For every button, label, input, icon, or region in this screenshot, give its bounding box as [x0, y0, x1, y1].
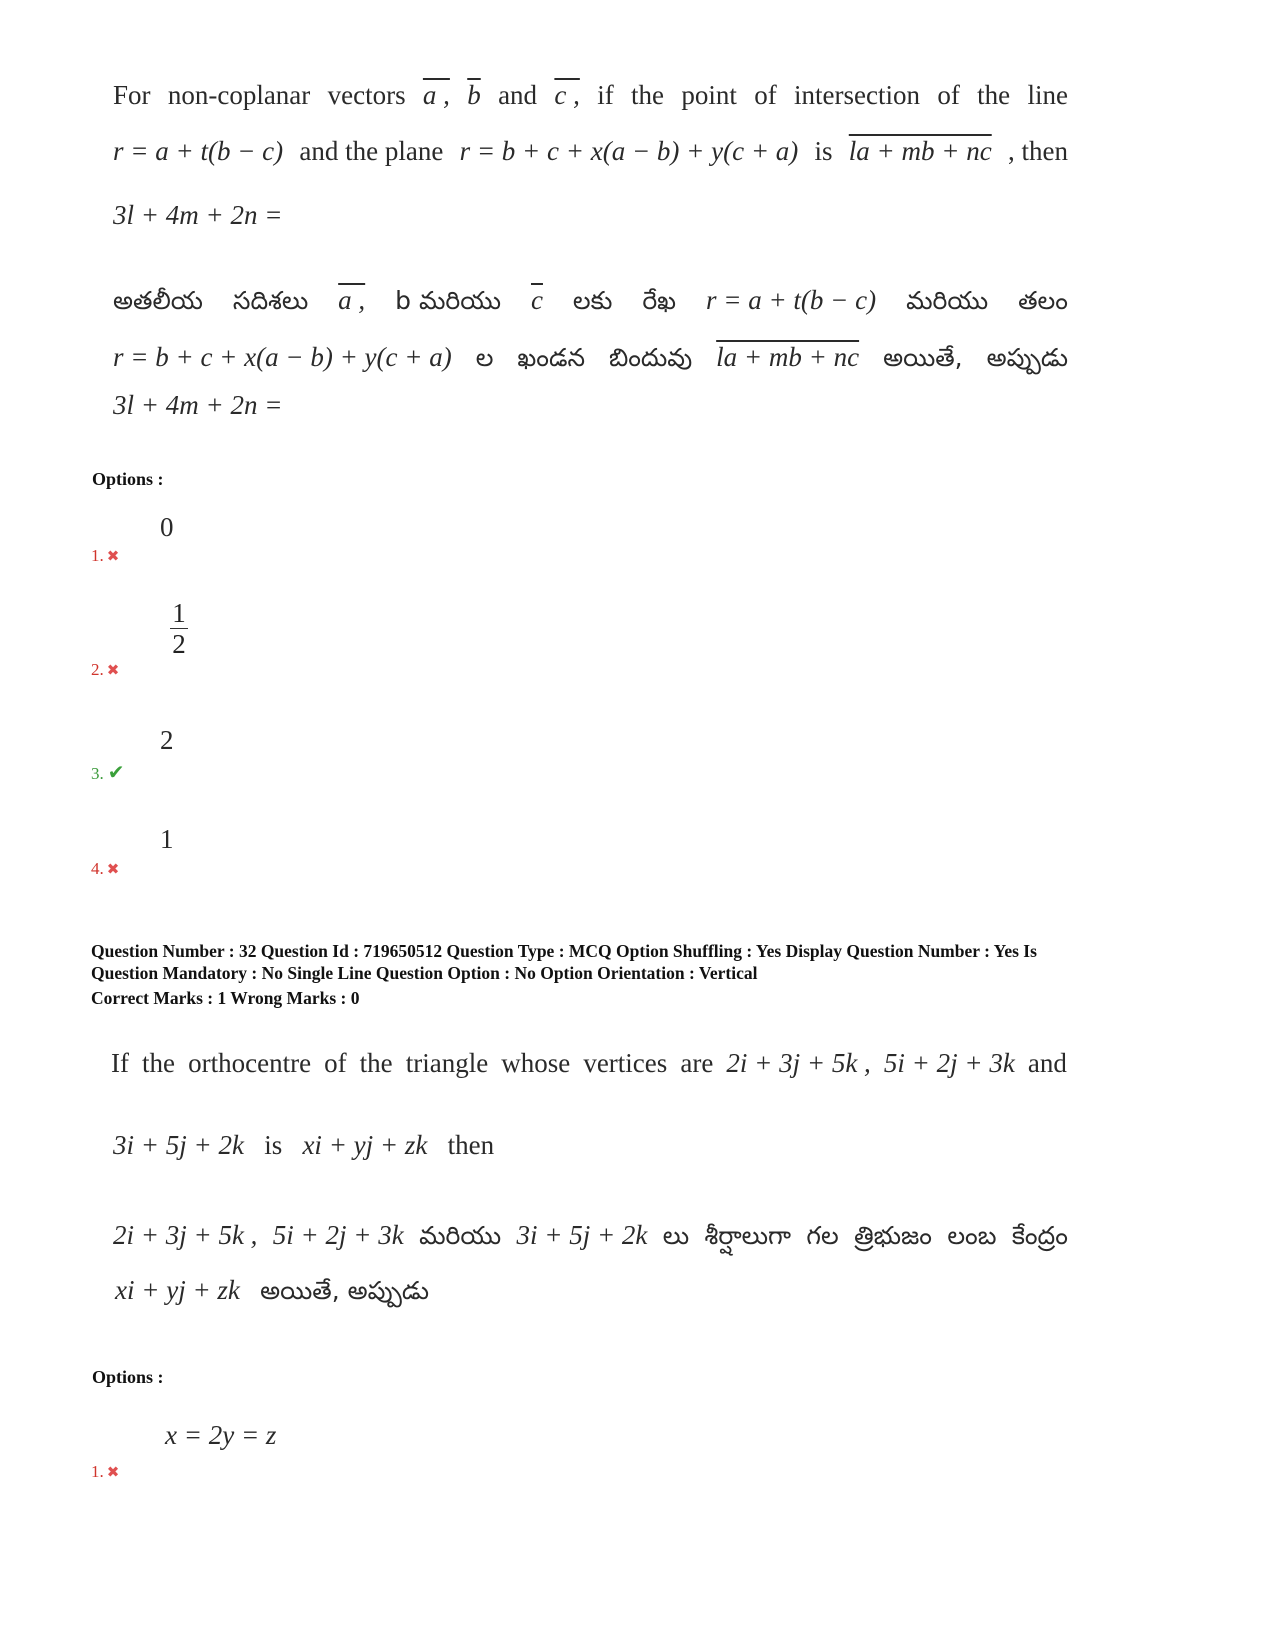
q32-en-line1	[111, 1048, 1067, 1079]
word: the	[977, 80, 1011, 110]
point-expression: la + mb + nc	[716, 342, 860, 372]
cross-mark-icon: ✖	[106, 860, 120, 878]
word: vertices	[583, 1048, 668, 1078]
vector-c: $\overline{c}$	[530, 285, 543, 315]
word: orthocentre	[188, 1048, 312, 1078]
telugu-word: తలం	[1018, 286, 1068, 315]
telugu-word: మరియు	[419, 1221, 502, 1250]
option-1-value: x = 2y = z	[165, 1420, 277, 1450]
telugu-word: ల	[475, 343, 494, 372]
text-is: is	[814, 136, 833, 166]
telugu-word: గల	[806, 1221, 839, 1250]
q32-en-line2	[113, 1130, 494, 1161]
text-is: is	[264, 1130, 283, 1160]
vector-c: c ,	[554, 80, 580, 110]
word: non-coplanar	[167, 80, 311, 110]
telugu-word: అయితే,	[883, 343, 963, 372]
q31-en-line1	[113, 80, 1068, 111]
q32-te-line1	[113, 1220, 1068, 1257]
vector-b: $\overline{b}$	[467, 80, 481, 110]
vector-a: a ,	[338, 285, 366, 315]
word: of	[754, 80, 777, 110]
telugu-word: లంబ	[947, 1221, 997, 1250]
option-3[interactable]	[91, 760, 125, 784]
fraction-denominator: 2	[172, 629, 186, 659]
word: intersection	[794, 80, 920, 110]
text-and-the-plane: and the plane	[299, 136, 444, 166]
word: For	[113, 80, 151, 110]
cross-mark-icon: ✖	[106, 661, 120, 679]
vertex-3: 3i + 5j + 2k	[113, 1130, 244, 1160]
options-label: Options :	[92, 469, 164, 489]
orthocentre-expression: xi + yj + zk	[302, 1130, 428, 1160]
q31-en-line2	[113, 136, 1068, 167]
cross-mark-icon: ✖	[106, 1463, 120, 1481]
vertex-1: 2i + 3j + 5k ,	[726, 1048, 871, 1078]
telugu-word: అయితే, అప్పుడు	[260, 1276, 430, 1305]
vertex-2: 5i + 2j + 3k	[272, 1220, 404, 1250]
option-4[interactable]	[91, 859, 119, 879]
plane-equation: r = b + c + x(a − b) + y(c + a)	[459, 136, 799, 166]
vertex-2: 5i + 2j + 3k	[883, 1048, 1015, 1078]
fraction-numerator: 1	[172, 598, 186, 628]
telugu-word: శీర్షాలుగా	[704, 1221, 792, 1250]
word: line	[1027, 80, 1068, 110]
word: are	[680, 1048, 714, 1078]
line-equation: r = a + t(b − c)	[705, 285, 877, 315]
cross-mark-icon: ✖	[106, 547, 120, 565]
text-then: then	[447, 1130, 495, 1160]
orthocentre-expression: xi + yj + zk	[115, 1275, 240, 1305]
vertex-3: 3i + 5j + 2k	[516, 1220, 648, 1250]
telugu-word: లు	[662, 1221, 690, 1250]
word: If	[111, 1048, 129, 1078]
option-number: 1.	[91, 1462, 104, 1481]
word: the	[142, 1048, 176, 1078]
word: the	[359, 1048, 393, 1078]
q32-te-line2	[115, 1275, 429, 1312]
word: point	[681, 80, 737, 110]
option-2-fraction	[170, 598, 188, 659]
word: if	[597, 80, 614, 110]
option-1-value: 0	[160, 512, 174, 542]
line-equation: r = a + t(b − c)	[113, 136, 284, 166]
meta-line: Question Mandatory : No Single Line Question Option : No Option Orientation : Vertical	[91, 963, 758, 983]
word: of	[324, 1048, 347, 1078]
telugu-word: త్రిభుజం	[854, 1221, 932, 1250]
q31-en-line3: 3l + 4m + 2n =	[113, 200, 283, 230]
option-number: 1.	[91, 546, 104, 565]
text-then: , then	[1007, 136, 1068, 166]
option-number: 3.	[91, 764, 104, 783]
telugu-word: మరియు	[906, 286, 989, 315]
option-1[interactable]	[91, 1462, 119, 1482]
word: the	[631, 80, 665, 110]
options-label: Options :	[92, 1367, 164, 1387]
word: whose	[501, 1048, 571, 1078]
marks-line: Correct Marks : 1 Wrong Marks : 0	[91, 988, 360, 1008]
telugu-word: సదిశలు	[232, 286, 309, 315]
q31-te-line2	[113, 342, 1068, 379]
vector-b-and: b మరియు	[395, 286, 502, 315]
q32-meta	[91, 940, 1211, 1009]
option-2[interactable]	[91, 660, 119, 680]
telugu-word: బిందువు	[608, 343, 693, 372]
option-1[interactable]	[91, 546, 119, 566]
q31-te-line3: 3l + 4m + 2n =	[113, 390, 283, 420]
vector-a: a ,	[422, 80, 450, 110]
telugu-word: అప్పుడు	[986, 343, 1068, 372]
meta-line: Question Number : 32 Question Id : 719650512 Question Type : MCQ Option Shuffling : Yes Display Question Number : Yes Is	[91, 941, 1037, 961]
plane-equation: r = b + c + x(a − b) + y(c + a)	[113, 342, 452, 372]
option-3-value: 2	[160, 725, 174, 755]
vertex-1: 2i + 3j + 5k ,	[113, 1220, 258, 1250]
option-number: 2.	[91, 660, 104, 679]
telugu-word: ఖండన	[517, 343, 586, 372]
word: vectors	[327, 80, 406, 110]
telugu-word: కేంద్రం	[1011, 1221, 1068, 1250]
point-expression: la + mb + nc	[848, 136, 992, 166]
option-number: 4.	[91, 859, 104, 878]
word: and	[498, 80, 538, 110]
telugu-word: అతలీయ	[113, 286, 203, 315]
option-4-value: 1	[160, 824, 174, 854]
q31-te-line1	[113, 285, 1068, 322]
telugu-word: రేఖ	[642, 286, 677, 315]
word: triangle	[405, 1048, 489, 1078]
word: of	[937, 80, 960, 110]
word: and	[1027, 1048, 1067, 1078]
telugu-word: లకు	[572, 286, 613, 315]
check-mark-icon: ✔	[107, 760, 125, 784]
